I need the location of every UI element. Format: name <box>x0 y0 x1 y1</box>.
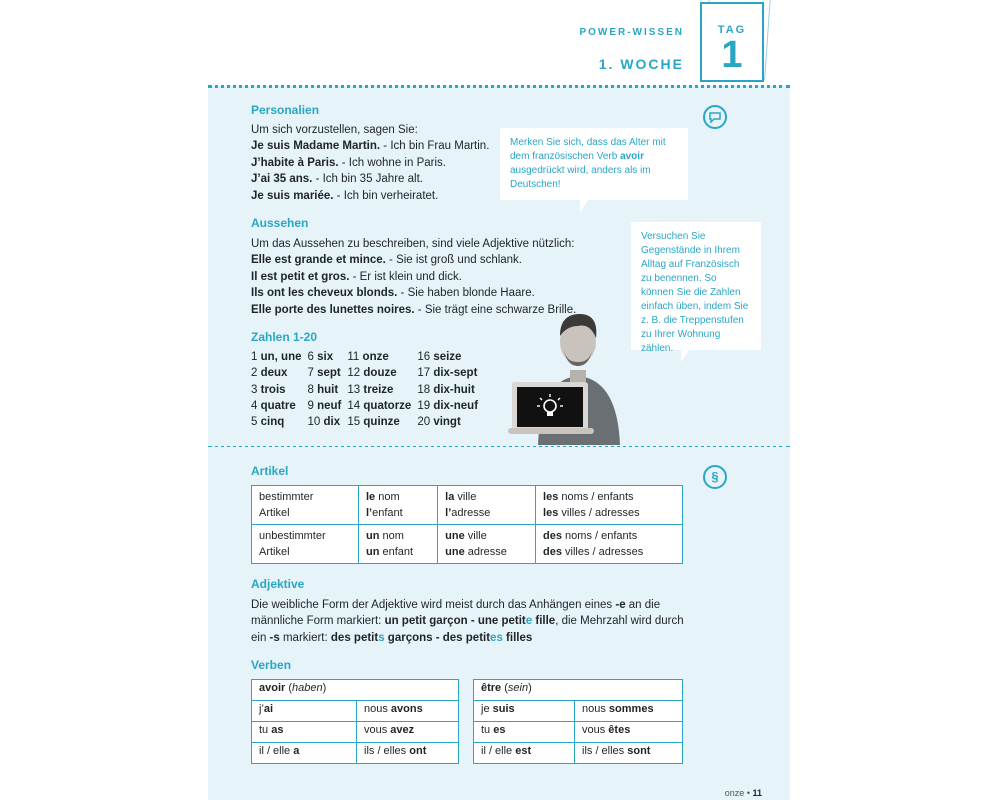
zahlen-title: Zahlen 1-20 <box>251 330 318 344</box>
aussehen-line: Ils ont les cheveux blonds. - Sie haben blonde Haare. <box>251 287 535 300</box>
numbers-row: 2 deux 7 sept 12 douze 17 dix-sept <box>251 367 478 380</box>
aussehen-line: Elle porte des lunettes noires. - Sie trägt eine schwarze Brille. <box>251 303 577 316</box>
day-tag <box>700 2 764 82</box>
avoir-table <box>251 679 459 764</box>
artikel-title: Artikel <box>251 464 289 478</box>
aussehen-title: Aussehen <box>251 216 309 230</box>
table-row: je suis nous sommes <box>474 701 683 722</box>
personalien-line: J’ai 35 ans. - Ich bin 35 Jahre alt. <box>251 173 423 186</box>
table-row: tu as vous avez <box>252 722 459 743</box>
header-label: POWER-WISSEN <box>579 27 684 38</box>
personalien-line: Je suis Madame Martin. - Ich bin Frau Martin. <box>251 140 490 153</box>
table-row: j’ai nous avons <box>252 701 459 722</box>
person-holding-lightbulb-board <box>508 300 648 445</box>
header-week: 1. WOCHE <box>598 56 684 72</box>
aussehen-line: Elle est grande et mince. - Sie ist groß und schlank. <box>251 254 523 267</box>
page-number: onze • 11 <box>724 788 762 798</box>
table-header-row: avoir (haben) <box>252 680 459 701</box>
aussehen-line: Il est petit et gros. - Er ist klein und dick. <box>251 270 462 283</box>
numbers-row: 4 quatre 9 neuf 14 quatorze 19 dix-neuf <box>251 400 479 413</box>
numbers-row: 3 trois 8 huit 13 treize 18 dix-huit <box>251 383 475 396</box>
table-row: bestimmter Artikel le nom l’enfant la ville l’adresse les noms / enfants les villes / adresses <box>252 486 683 525</box>
numbers-row: 5 cinq 10 dix 15 quinze 20 vingt <box>251 416 461 429</box>
divider <box>208 85 790 88</box>
tip-bubble-age: Merken Sie sich, dass das Alter mit dem französischen Verb avoir ausgedrückt wird, anders als im Deutschen! <box>500 128 688 200</box>
articles-table <box>251 485 683 564</box>
table-row: il / elle est ils / elles sont <box>474 743 683 764</box>
page-header <box>208 0 790 86</box>
numbers-row: 1 un, une 6 six 11 onze 16 seize <box>251 351 462 364</box>
day-tag-label: TAG <box>717 24 747 36</box>
personalien-text <box>251 122 531 204</box>
tip-bubble-numbers: Versuchen Sie Gegenstände in Ihrem Alltag auf Französisch zu benennen. So können Sie die Zahlen einfach üben, indem Sie z. B. die Treppenstufen zu Ihrer Wohnung zählen. <box>631 222 761 350</box>
aussehen-intro: Um das Aussehen zu beschreiben, sind viele Adjektive nützlich: <box>251 238 575 250</box>
day-tag-number: 1 <box>721 34 743 76</box>
personalien-line: J’habite à Paris. - Ich wohne in Paris. <box>251 156 446 169</box>
table-row: unbestimmter Artikel un nom un enfant une ville une adresse des noms / enfants des villes / adresses <box>252 525 683 564</box>
paragraph-icon: § <box>703 465 727 489</box>
table-row: il / elle a ils / elles ont <box>252 743 459 764</box>
personalien-intro: Um sich vorzustellen, sagen Sie: <box>251 124 418 136</box>
adjektive-text: Die weibliche Form der Adjektive wird meist durch das Anhängen eines -e an die männliche Form markiert: un petit garçon - une petite fille, die Mehrzahl wird durch ein -s markiert: des petits garçons - des petites filles <box>251 599 684 644</box>
adjektive-title: Adjektive <box>251 577 305 591</box>
table-header-row: être (sein) <box>474 680 683 701</box>
verben-title: Verben <box>251 658 292 672</box>
numbers-table <box>251 349 484 430</box>
etre-table <box>473 679 683 764</box>
personalien-title: Personalien <box>251 103 320 117</box>
personalien-line: Je suis mariée. - Ich bin verheiratet. <box>251 189 439 202</box>
page <box>208 0 790 800</box>
lightbulb-icon <box>535 393 565 423</box>
speech-bubble-icon <box>703 105 727 129</box>
table-row: tu es vous êtes <box>474 722 683 743</box>
